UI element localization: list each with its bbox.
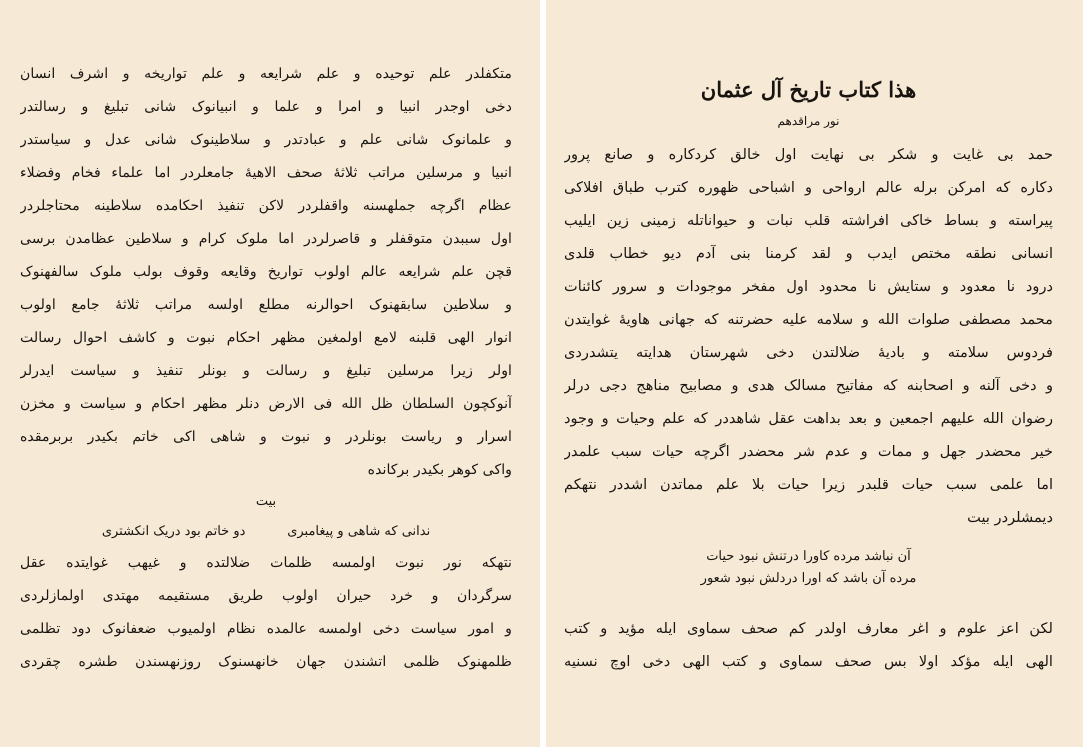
left-text-block-1 — [20, 58, 512, 487]
text-line: عظام اگرچه جملهسنه واقفلردر لاکن تنفیذ احکامده سلاطینه محتاجلردر — [20, 198, 512, 214]
text-line: و دخی آلنه و اصحابنه که مفاتیح مسالک هدی و مصابیح مناهج دجی درلر — [564, 377, 1053, 394]
text-line: فردوس سلامته و بادیهٔ ضلالتدن دخی شهرستان هدایته یتشدردی — [564, 344, 1053, 361]
verse-couplet — [564, 546, 1053, 590]
right-page — [546, 0, 1083, 747]
text-line: و علمانوک شانی علم و عبادتدر و سلاطینوک شانی عدل و سیاستدر — [20, 132, 512, 148]
text-line: حمد بی غایت و شکر بی نهایت اول خالق کردکاره و صانع پرور — [564, 146, 1053, 163]
text-line: ظلمهنوک ظلمی اتشندن جهان خانهسنوک روزنهسندن طشره چقردی — [20, 654, 512, 670]
text-line: خیر محضدر جهل و ممات و عدم شر محضدر اگرچه حیات سبب علمدر — [564, 443, 1053, 460]
text-line: متکفلدر علم توحیده و علم شرایعه و علم تواریخه و اشرف انسان — [20, 66, 512, 82]
right-text-block-2 — [564, 612, 1053, 678]
right-text-block-1 — [564, 138, 1053, 534]
text-line: واکی کوهر بکیدر برکانده — [367, 462, 512, 478]
text-line: و سلاطین سابقهنوک احوالرنه مطلع اولسه مراتب ثلاثهٔ جامع اولوب — [20, 297, 512, 313]
text-line: دکاره که امرکن برله عالم ارواحی و اشباحی ظهوره کترب طباق افلاکی — [564, 179, 1053, 196]
verse-hemistich: مرده آن باشد که اورا دردلش نبود شعور — [700, 571, 917, 586]
text-line: محمد مصطفی صلوات الله و سلامه علیه حضرتنه که جهانی هاویهٔ غوایتدن — [564, 311, 1053, 328]
page-title: هذا کتاب تاریخ آل عثمان — [700, 77, 917, 102]
text-line: اما علمی سبب حیات قلبدر زیرا حیات بلا علم مماتدن اشددر نتهکم — [564, 476, 1053, 493]
text-line: قچن علم شرایعه عالم اولوب تواریخ وقایعه وقوف بولب ملوک سالفهنوک — [20, 264, 512, 280]
text-line: اول سببدن متوقفلر و قاصرلردر اما ملوک کرام و سلاطین عظامدن برسی — [20, 231, 512, 247]
title-byline: نور مراقدهم — [777, 114, 840, 128]
text-line: لکن اعز علوم و اغر معارف اولدر کم صحف سماوی ایله مؤید و کتب — [564, 620, 1053, 637]
text-line: دخی اوجدر انبیا و امرا و علما و انبیانوک شانی تبلیغ و رسالتدر — [20, 99, 512, 115]
verse-hemistich: دو خاتم بود دریک انکشتری — [101, 524, 246, 539]
text-line: نتهکه نور نبوت اولمسه ظلمات ضلالتده و غیهب غوایتده عقل — [20, 555, 512, 571]
text-line: و امور سیاست دخی اولمسه عالمده نظام اولمیوب ضعفانوک دود تظلمی — [20, 621, 512, 637]
verse-heading: بیت — [255, 494, 277, 509]
verse-hemistich: آن نباشد مرده کاورا درتنش نبود حیات — [706, 549, 911, 564]
text-line: دیمشلردر بیت — [967, 509, 1053, 526]
verse-hemistich: ندانی که شاهی و پیغامبری — [287, 524, 431, 539]
text-line: پیراسته و بساط خاکی افراشته قلب نبات و حیواناتله زمینی زین ایلیب — [564, 212, 1053, 229]
text-line: رضوان الله علیهم اجمعین و بعد بداهت عقل شاهددر که علم وحیات و وجود — [564, 410, 1053, 427]
text-line: اسرار و ریاست بونلردر و نبوت و شاهی اکی خاتم بکیدر بربرمقده — [20, 429, 512, 445]
text-line: سرگردان و خرد حیران اولوب طریق مستقیمه مهتدی اولمازلردی — [20, 588, 512, 604]
text-line: آنوکچون السلطان ظل الله فی الارض دنلر مظهر احکام و سیاست و مخزن — [20, 396, 512, 412]
text-line: الهی ایله مؤکد اولا بس صحف سماوی و کتب الهی دخی اوچ نسنیه — [564, 653, 1053, 670]
text-line: اولر زیرا مرسلین تبلیغ و رسالت و بونلر تنفیذ و سیاست ایدرلر — [20, 363, 512, 379]
text-line: انوار الهی قلبنه لامع اولمغین مظهر احکام نبوت و کاشف احوال رسالت — [20, 330, 512, 346]
left-page — [0, 0, 540, 747]
text-line: انبیا و مرسلین مراتب ثلاثهٔ صحف الاهیهٔ جامعلردر اما علماء فخام وفضلاء — [20, 165, 512, 181]
text-line: درود نا معدود و ستایش نا محدود اول مفخر موجودات و سرور کائنات — [564, 278, 1053, 295]
left-text-block-2 — [20, 547, 512, 679]
text-line: انسانی نطقه مختص ایدب و لقد کرمنا بنی آدم دیو خطاب قلدی — [564, 245, 1053, 262]
verse-couplet — [20, 517, 512, 547]
